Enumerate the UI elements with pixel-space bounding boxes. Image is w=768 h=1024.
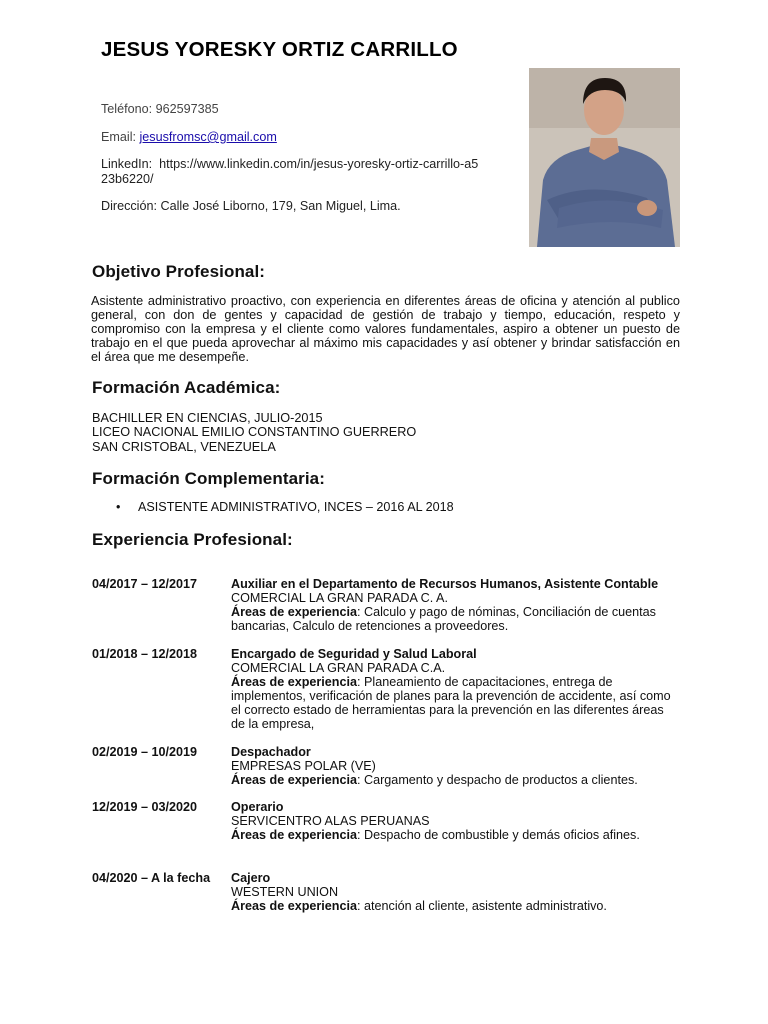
course-text: ASISTENTE ADMINISTRATIVO, INCES – 2016 AL 2018 — [138, 500, 454, 514]
candidate-name: JESUS YORESKY ORTIZ CARRILLO — [101, 38, 458, 61]
profile-photo-illustration — [529, 68, 680, 247]
education-line: LICEO NACIONAL EMILIO CONSTANTINO GUERRERO — [92, 425, 417, 440]
areas-text: : atención al cliente, asistente administrativo. — [357, 899, 607, 913]
areas-label: Áreas de experiencia — [231, 899, 358, 913]
phone-label: Teléfono: — [101, 102, 153, 116]
job-dates: 04/2017 – 12/2017 — [92, 577, 198, 591]
job-dates: 01/2018 – 12/2018 — [92, 647, 198, 661]
education-line: BACHILLER EN CIENCIAS, JULIO-2015 — [92, 411, 323, 425]
areas-text: : Despacho de combustible y demás oficios afines. — [357, 828, 640, 842]
job-company: EMPRESAS POLAR (VE) — [231, 759, 376, 773]
address-label: Dirección: — [101, 199, 157, 213]
job-areas — [231, 675, 681, 731]
job-title: Despachador — [231, 745, 311, 759]
areas-text: : Planeamiento de capacitaciones, entrega de implementos, verificación de planes para la prevención de accidente, así como el correcto estado de herramientas para la prevención en las diferentes áreas de la empresa, — [231, 675, 671, 731]
email-label: Email: — [101, 130, 136, 144]
job-areas — [231, 773, 681, 787]
phone-value: 962597385 — [155, 102, 219, 116]
job-title: Auxiliar en el Departamento de Recursos Humanos, Asistente Contable — [231, 577, 659, 591]
job-body — [231, 647, 681, 731]
linkedin-label: LinkedIn: — [101, 157, 153, 171]
job-dates: 04/2020 – A la fecha — [92, 871, 211, 885]
bullet-icon: • — [116, 500, 121, 514]
job-title: Operario — [231, 800, 284, 814]
areas-label: Áreas de experiencia — [231, 675, 358, 689]
job-body — [231, 577, 681, 633]
email-link[interactable]: jesusfromsc@gmail.com — [139, 130, 277, 144]
linkedin-url[interactable]: https://www.linkedin.com/in/jesus-yoresky-ortiz-carrillo-a523b6220/ — [101, 157, 479, 186]
job-title: Cajero — [231, 871, 271, 885]
address-line — [101, 199, 401, 214]
linkedin-line — [101, 157, 481, 187]
job-body — [231, 800, 681, 842]
job-dates: 02/2019 – 10/2019 — [92, 745, 198, 759]
job-body — [231, 871, 681, 913]
experience-heading: Experiencia Profesional: — [92, 530, 293, 549]
address-value: Calle José Liborno, 179, San Miguel, Lima. — [160, 199, 401, 213]
job-title: Encargado de Seguridad y Salud Laboral — [231, 647, 477, 661]
complementary-heading: Formación Complementaria: — [92, 469, 325, 488]
objective-text: Asistente administrativo proactivo, con experiencia en diferentes áreas de oficina y atención al publico general, con don de gentes y capacidad de gestión de trabajo y tiempo, educación, respeto y compromiso con la empresa y el cliente como valores fundamentales, aspiro a obtener un puesto de trabajo en el que pueda aprovechar al máximo mis capacidades y así obtener y brindar satisfacción en el área que me desempeñe. — [91, 294, 680, 365]
education-heading: Formación Académica: — [92, 378, 281, 397]
job-areas — [231, 899, 681, 913]
phone-line — [101, 102, 219, 117]
areas-label: Áreas de experiencia — [231, 773, 358, 787]
job-areas — [231, 605, 681, 633]
profile-photo — [529, 68, 680, 247]
job-areas — [231, 828, 681, 842]
areas-text: : Cargamento y despacho de productos a clientes. — [357, 773, 638, 787]
job-company: COMERCIAL LA GRAN PARADA C. A. — [231, 591, 448, 605]
job-body — [231, 745, 681, 787]
job-company: COMERCIAL LA GRAN PARADA C.A. — [231, 661, 446, 675]
email-line — [101, 130, 277, 145]
areas-label: Áreas de experiencia — [231, 828, 358, 842]
areas-label: Áreas de experiencia — [231, 605, 358, 619]
education-line: SAN CRISTOBAL, VENEZUELA — [92, 439, 276, 454]
job-company: SERVICENTRO ALAS PERUANAS — [231, 814, 430, 828]
objective-heading: Objetivo Profesional: — [92, 262, 266, 281]
job-dates: 12/2019 – 03/2020 — [92, 800, 198, 814]
course-list-item — [116, 500, 454, 514]
education-block — [92, 411, 416, 454]
areas-text: : Calculo y pago de nóminas, Conciliación de cuentas bancarias, Calculo de retenciones a proveedores. — [231, 605, 656, 633]
job-company: WESTERN UNION — [231, 885, 339, 899]
